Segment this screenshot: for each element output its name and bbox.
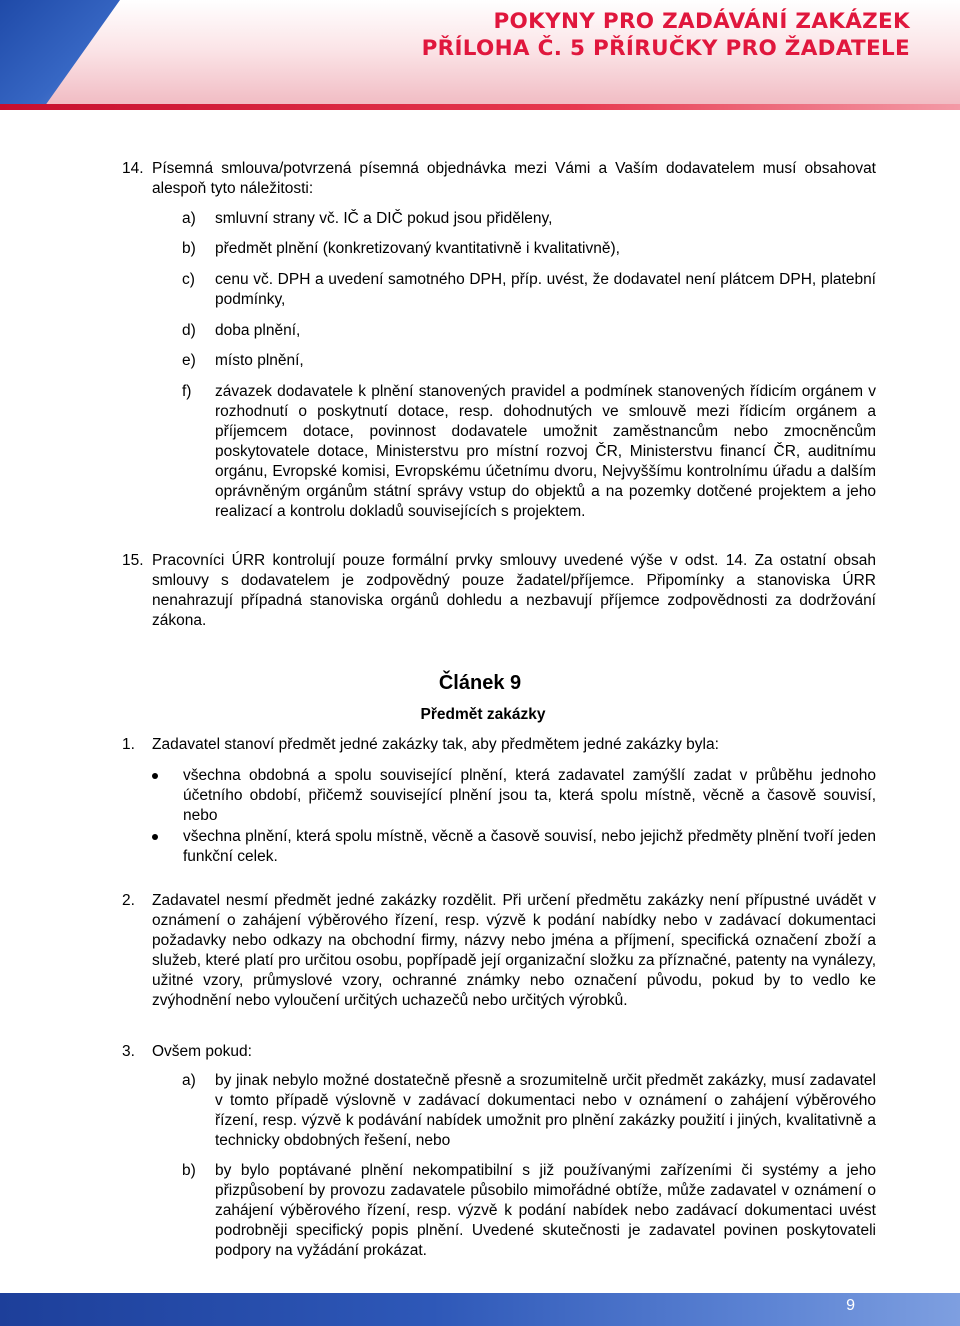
- article-subtitle: Předmět zakázky: [420, 706, 546, 723]
- header-title-line2: PŘÍLOHA Č. 5 PŘÍRUČKY PRO ŽADATELE: [421, 36, 910, 61]
- item-15-text: Pracovníci ÚRR kontrolují pouze formální prvky smlouvy uvedené výše v odst. 14. Za ostatní obsah smlouvy s dodavatelem je zodpovědný pouze žadatel/příjemce. Připomínky a stanoviska ÚRR nenahrazují případná stanoviska orgánů dohledu a nezbavují příjemce zodpovědnosti za dodržování zákona.: [152, 552, 876, 629]
- article-item-3-b-text: by bylo poptávané plnění nekompatibilní s již používanými zařízeními či systémy a jeho přizpůsobení by provozu zadavatele působilo mimořádné obtíže, může zadavatel v oznámení o zahájení výběrového řízení, resp. výzvě k podání nabídek nebo zadávací dokumentaci uvést podrobněji specifický popis plnění. Uvedené skutečnosti je zadavatel povinen poskytovateli podpory na vyžádání prokázat.: [215, 1162, 876, 1259]
- article-item-1-bullet-1: všechna obdobná a spolu související plnění, která zadavatel zamýšlí zadat v průběhu jednoho účetního období, přičemž související plnění jsou ta, která spolu místně, věcně a časově souvisí, nebo: [183, 767, 876, 824]
- item-14-d-text: doba plnění,: [215, 322, 301, 339]
- item-14-b-text: předmět plnění (konkretizovaný kvantitativně i kvalitativně),: [215, 240, 620, 257]
- item-14-f-text: závazek dodavatele k plnění stanovených pravidel a podmínek stanovených řídicím orgánem v rozhodnutí o poskytnutí dotace, resp. dohodnutých ve smlouvě mezi řídicím orgánem a příjemcem dotace, povinnost dodavatele umožnit zaměstnancům nebo zmocněncům poskytovatele dotace, Ministerstvu pro místní rozvoj ČR, Ministerstvu financí ČR, auditnímu orgánu, Evropské komisi, Evropskému účetnímu dvoru, Nejvyššímu kontrolnímu úřadu a dalším oprávněným orgánům státní správy vstup do objektů a na pozemky dotčené projektem a jeho realizací a kontrolu dokladů souvisejících s projektem.: [215, 383, 876, 520]
- document-header-title: [422, 8, 910, 62]
- item-14-e-label: e): [182, 352, 196, 369]
- item-15-number: 15.: [122, 552, 144, 569]
- article-item-1-text: Zadavatel stanoví předmět jedné zakázky tak, aby předmětem jedné zakázky byla:: [152, 736, 719, 753]
- article-item-1-number: 1.: [122, 736, 135, 753]
- article-item-3-a-label: a): [182, 1072, 196, 1089]
- article-item-1-bullet-2: všechna plnění, která spolu místně, věcně a časově souvisí, nebo jejichž předměty plnění tvoří jeden funkční celek.: [183, 828, 876, 865]
- article-title: Článek 9: [438, 672, 522, 694]
- article-item-2-number: 2.: [122, 892, 135, 909]
- footer-band: [0, 1293, 960, 1326]
- article-item-3-text: Ovšem pokud:: [152, 1043, 252, 1060]
- item-14-c-label: c): [182, 271, 195, 288]
- page-number: 9: [846, 1297, 855, 1314]
- item-14-e-text: místo plnění,: [215, 352, 304, 369]
- item-14-a-label: a): [182, 210, 196, 227]
- article-item-3-a-text: by jinak nebylo možné dostatečně přesně a srozumitelně určit předmět zakázky, musí zadavatel v tomto případě výslovně v zadávací dokumentaci nebo v oznámení o zahájení výběrového řízení, resp. výzvě k podávání nabídek umožnit pro plnění zakázky použití i jiných, kvalitativně a technicky obdobných řešení, nebo: [215, 1072, 876, 1149]
- item-14-d-label: d): [182, 322, 196, 339]
- item-14-text: Písemná smlouva/potvrzená písemná objednávka mezi Vámi a Vaším dodavatelem musí obsahovat alespoň tyto náležitosti:: [152, 160, 876, 197]
- item-14-b-label: b): [182, 240, 196, 257]
- bullet-icon: [152, 834, 158, 840]
- article-item-3-b-label: b): [182, 1162, 196, 1179]
- bullet-icon: [152, 773, 158, 779]
- header-title-line1: POKYNY PRO ZADÁVÁNÍ ZAKÁZEK: [493, 9, 910, 34]
- item-14-f-label: f): [182, 383, 192, 400]
- article-item-3-number: 3.: [122, 1043, 135, 1060]
- item-14-a-text: smluvní strany vč. IČ a DIČ pokud jsou přiděleny,: [215, 210, 553, 227]
- article-item-2-text: Zadavatel nesmí předmět jedné zakázky rozdělit. Při určení předmětu zakázky není přípustné uvádět v oznámení o zahájení výběrového řízení, resp. výzvě k podání nabídky nebo v zadávací dokumentaci požadavky nebo odkazy na obchodní firmy, názvy nebo jména a příjmení, specifická označení zboží a služeb, které platí pro určitou osobu, popřípadě její organizační složku za příznačné, patenty na vynálezy, užitné vzory, průmyslové vzory, ochranné známky nebo označení původu, pokud by to vedlo ke zvýhodnění nebo vyloučení určitých uchazečů nebo určitých výrobků.: [152, 892, 876, 1009]
- header-accent-strip: [0, 104, 960, 110]
- item-14-c-text: cenu vč. DPH a uvedení samotného DPH, příp. uvést, že dodavatel není plátcem DPH, platební podmínky,: [215, 271, 876, 308]
- item-14-number: 14.: [122, 160, 144, 177]
